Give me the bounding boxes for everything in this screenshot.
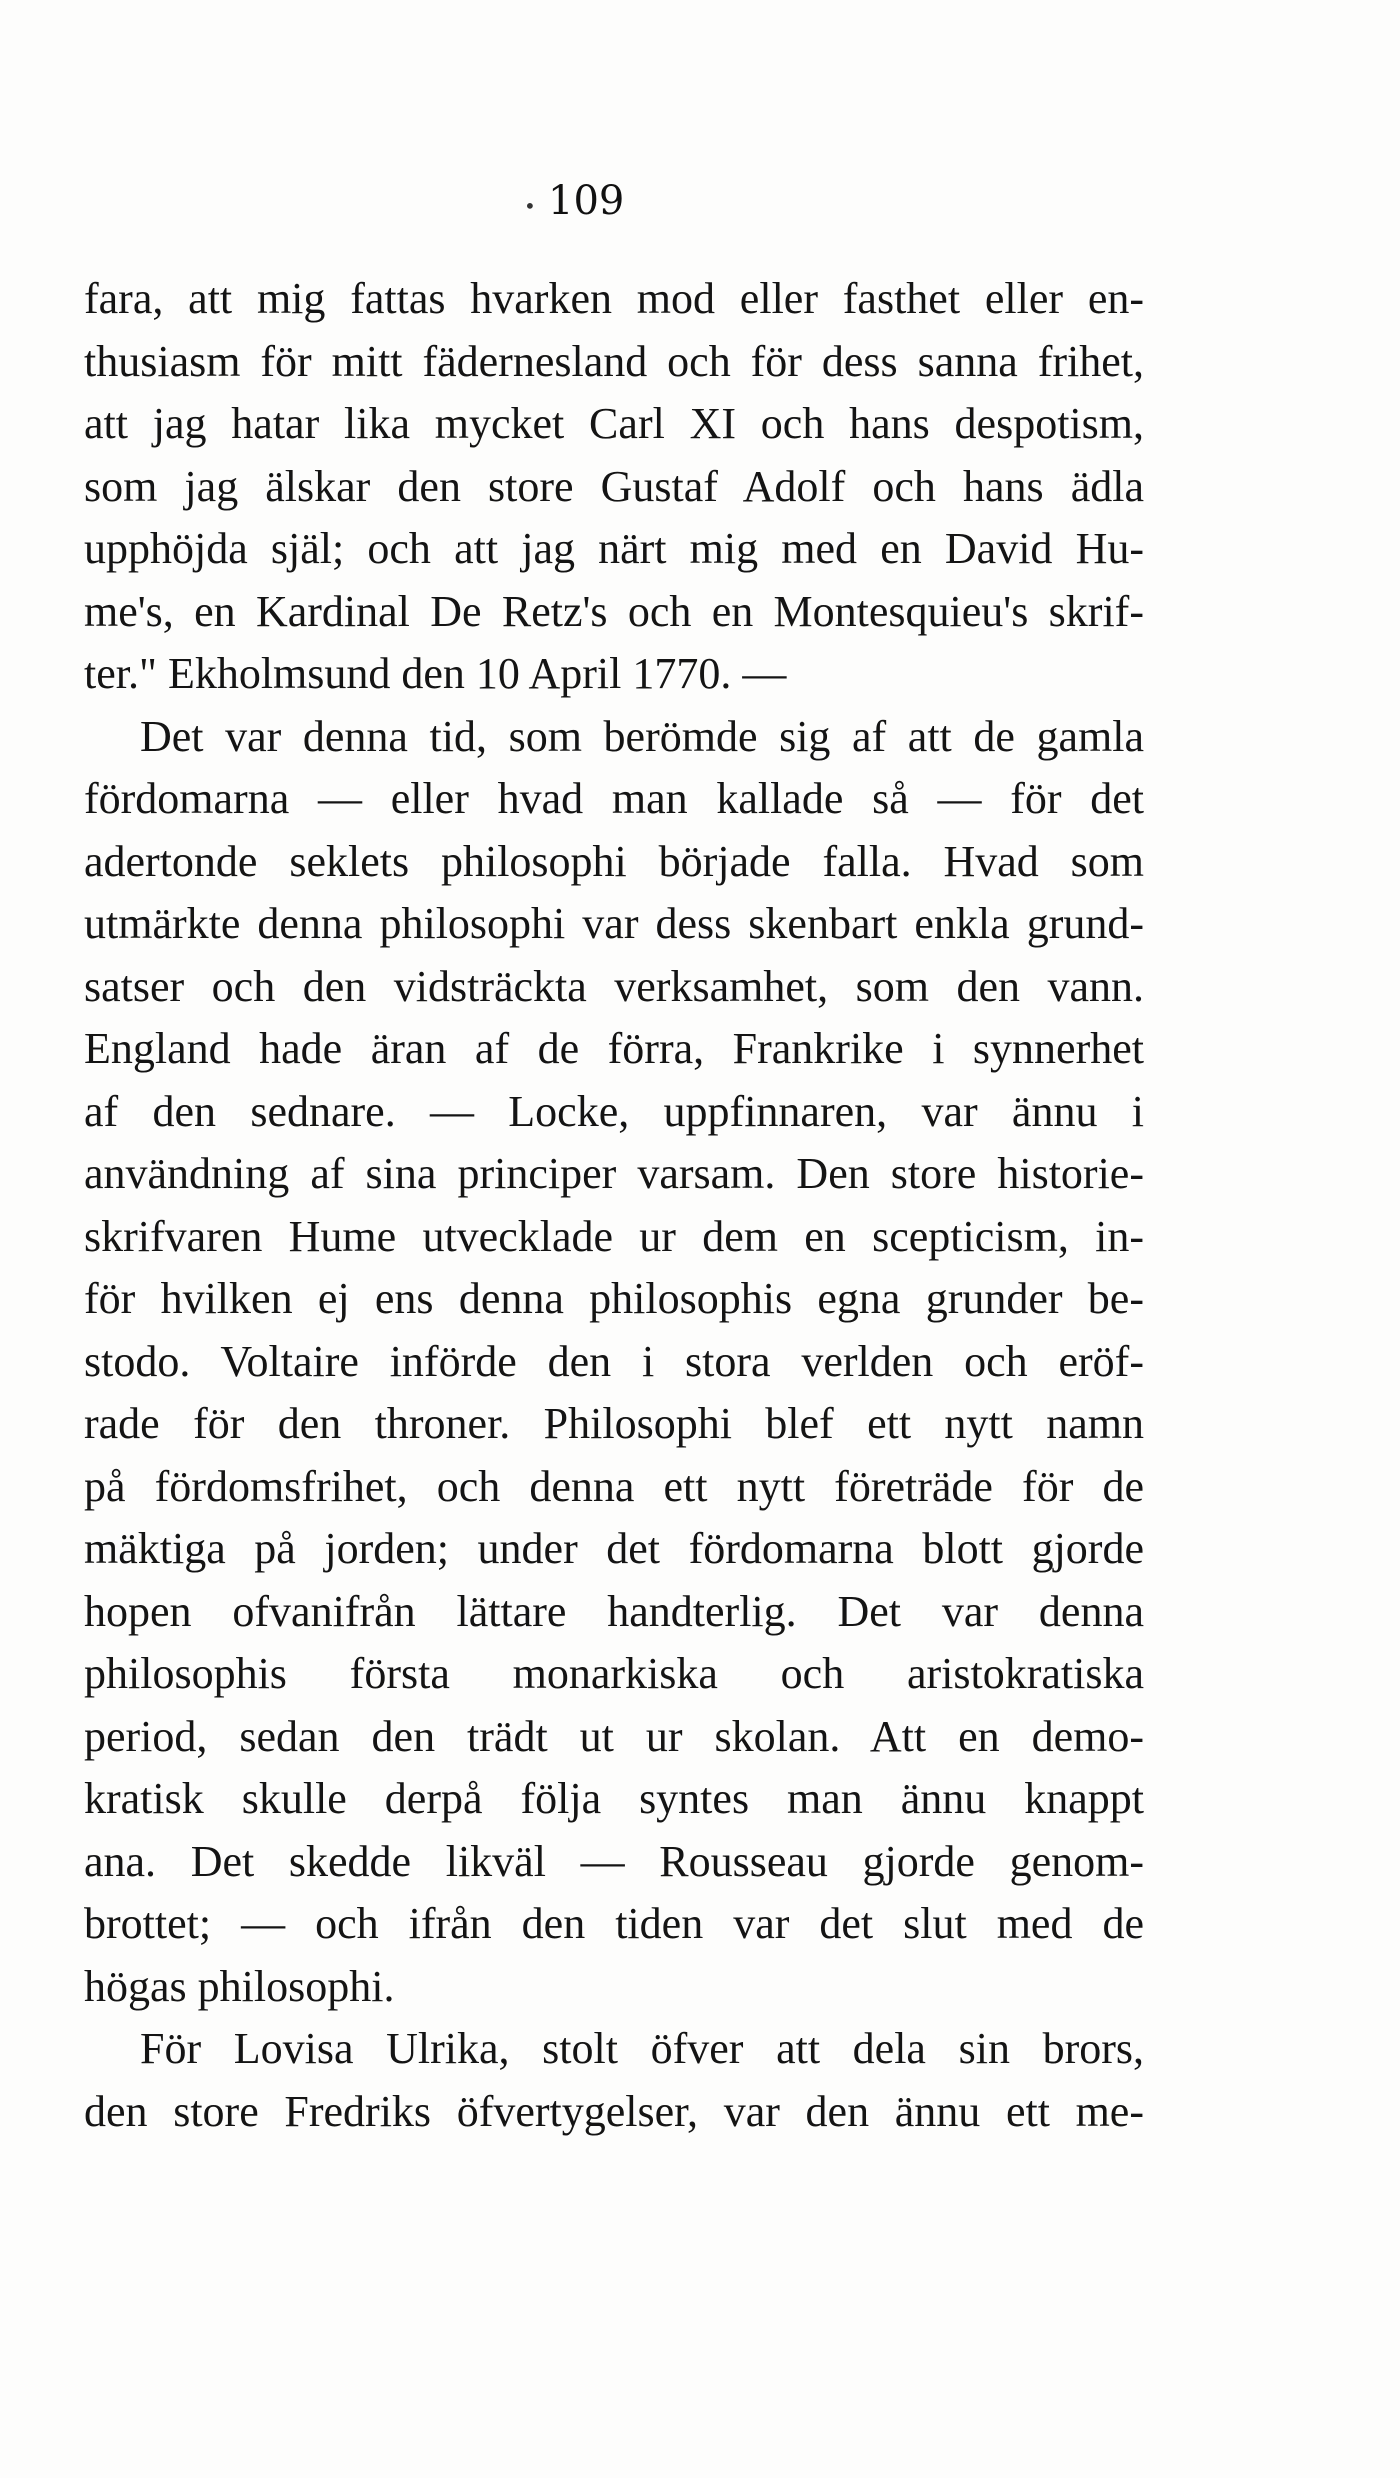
text-line: England hade äran af de förra, Frankrike i synnerhet xyxy=(84,1024,1144,1073)
text-line: som jag älskar den store Gustaf Adolf och hans ädla xyxy=(84,461,1144,511)
text-line: skrifvaren Hume utvecklade ur dem en scepticism, in- xyxy=(84,1211,1144,1261)
text-line: stodo. Voltaire införde den i stora verlden och eröf- xyxy=(84,1336,1144,1386)
text-line: me's, en Kardinal De Retz's och en Montesquieu's skrif- xyxy=(84,586,1144,636)
text-line: ter." Ekholmsund den 10 April 1770. — xyxy=(84,649,787,698)
paragraph-start-line: För Lovisa Ulrika, stolt öfver att dela sin brors, xyxy=(140,2024,1144,2073)
text-line: den store Fredriks öfvertygelser, var den ännu ett me- xyxy=(84,2086,1144,2136)
text-line: på fördomsfrihet, och denna ett nytt företräde för de xyxy=(84,1461,1144,1511)
text-line: kratisk skulle derpå följa syntes man ännu knappt xyxy=(84,1774,1144,1823)
text-line: mäktiga på jorden; under det fördomarna blott gjorde xyxy=(84,1524,1144,1573)
text-line: rade för den throner. Philosophi blef ett nytt namn xyxy=(84,1399,1144,1448)
paragraph-start-line: Det var denna tid, som berömde sig af att de gamla xyxy=(140,711,1144,761)
text-line: adertonde seklets philosophi började falla. Hvad som xyxy=(84,836,1144,886)
text-line: utmärkte denna philosophi var dess skenbart enkla grund- xyxy=(84,899,1144,948)
text-line: fara, att mig fattas hvarken mod eller fasthet eller en- xyxy=(84,274,1144,323)
text-line: för hvilken ej ens denna philosophis egna grunder be- xyxy=(84,1274,1144,1323)
body-text xyxy=(84,268,1144,2143)
text-line: fördomarna — eller hvad man kallade så — för det xyxy=(84,774,1144,823)
text-line: philosophis första monarkiska och aristokratiska xyxy=(84,1649,1144,1698)
text-line: upphöjda själ; och att jag närt mig med en David Hu- xyxy=(84,524,1144,573)
page-number: • 109 xyxy=(548,178,624,224)
text-line: användning af sina principer varsam. Den store historie- xyxy=(84,1149,1144,1198)
text-line: period, sedan den trädt ut ur skolan. Att en demo- xyxy=(84,1711,1144,1761)
text-line: thusiasm för mitt fädernesland och för dess sanna frihet, xyxy=(84,336,1144,386)
text-line: brottet; — och ifrån den tiden var det slut med de xyxy=(84,1899,1144,1948)
text-line: hopen ofvanifrån lättare handterlig. Det var denna xyxy=(84,1586,1144,1636)
text-line: högas philosophi. xyxy=(84,1961,395,2011)
text-line: af den sednare. — Locke, uppfinnaren, var ännu i xyxy=(84,1086,1144,1136)
text-line: att jag hatar lika mycket Carl XI och hans despotism, xyxy=(84,399,1144,448)
text-line: satser och den vidsträckta verksamhet, som den vann. xyxy=(84,961,1144,1011)
text-line: ana. Det skedde likväl — Rousseau gjorde genom- xyxy=(84,1836,1144,1886)
